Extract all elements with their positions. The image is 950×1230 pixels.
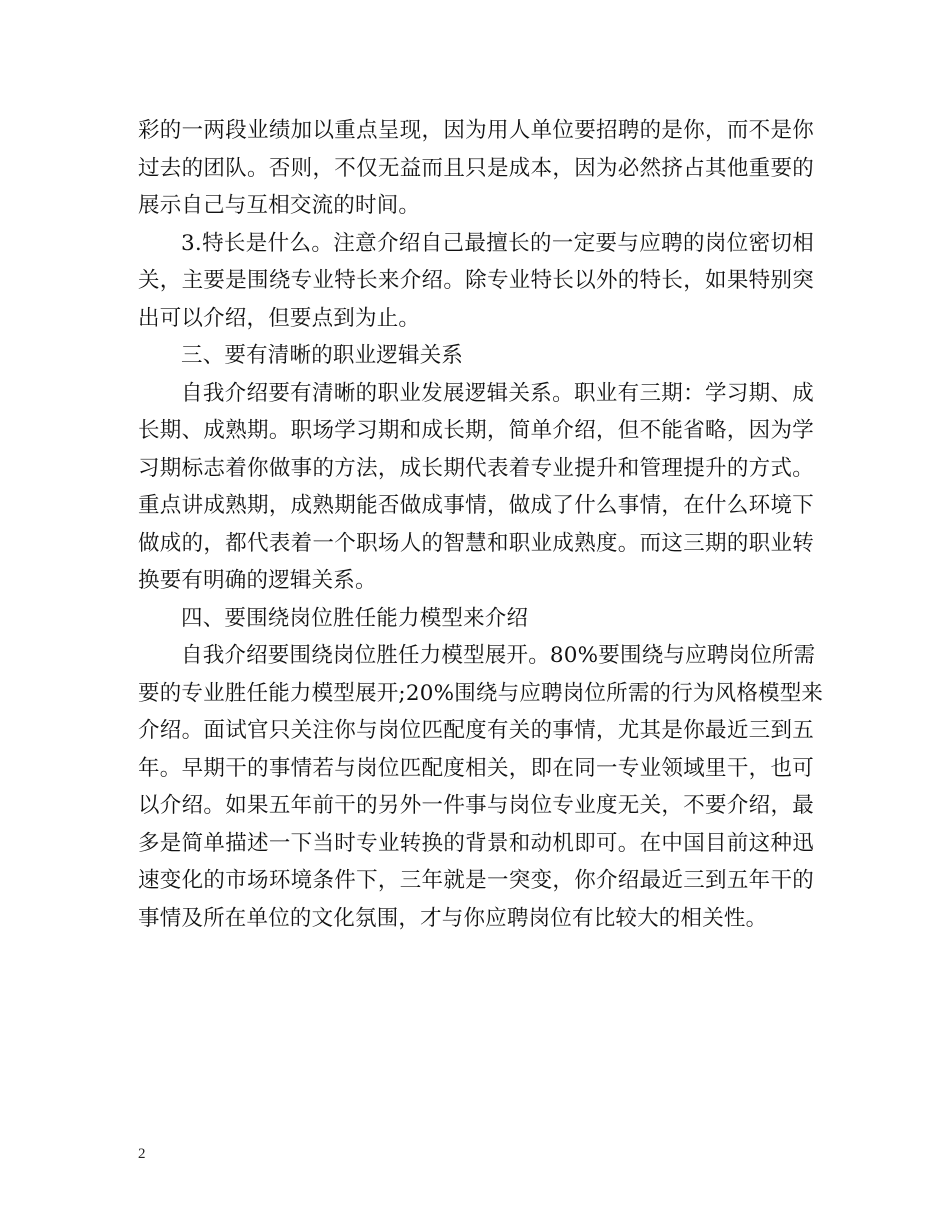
text-line: 出可以介绍，但要点到为止。 — [138, 305, 421, 331]
document-body — [138, 112, 824, 937]
text-line: 以介绍。如果五年前干的另外一件事与岗位专业度无关，不要介绍，最 — [138, 793, 814, 818]
text-line: 年。早期干的事情若与岗位匹配度相关，即在同一专业领域里干，也可 — [138, 755, 814, 781]
text-line: 彩的一两段业绩加以重点呈现，因为用人单位要招聘的是你，而不是你 — [138, 118, 814, 143]
heading-text: 三、要有清晰的职业逻辑关系 — [181, 343, 464, 368]
text-line: 重点讲成熟期，成熟期能否做成事情，做成了什么事情，在什么环境下 — [138, 493, 814, 518]
section-heading-career-logic — [138, 337, 814, 375]
text-line: 自我介绍要有清晰的职业发展逻辑关系。职业有三期：学习期、成 — [181, 380, 814, 406]
text-line: 展示自己与互相交流的时间。 — [138, 193, 421, 218]
section-heading-competency-model — [138, 600, 814, 638]
text-line: 多是简单描述一下当时专业转换的背景和动机即可。在中国目前这种迅 — [138, 830, 814, 856]
text-line: 过去的团队。否则，不仅无益而且只是成本，因为必然挤占其他重要的 — [138, 155, 814, 181]
text-line: 自我介绍要围绕岗位胜任力模型展开。80%要围绕与应聘岗位所需 — [181, 643, 816, 668]
text-line: 习期标志着你做事的方法，成长期代表着专业提升和管理提升的方式。 — [138, 455, 814, 481]
paragraph-achievements-continued — [138, 112, 814, 225]
text-line: 3.特长是什么。注意介绍自己最擅长的一定要与应聘的岗位密切相 — [181, 230, 814, 256]
page-number: 2 — [138, 1146, 146, 1162]
text-line: 长期、成熟期。职场学习期和成长期，简单介绍，但不能省略，因为学 — [138, 418, 814, 443]
text-line: 事情及所在单位的文化氛围，才与你应聘岗位有比较大的相关性。 — [138, 905, 768, 931]
text-line: 速变化的市场环境条件下，三年就是一突变，你介绍最近三到五年干的 — [138, 868, 814, 893]
paragraph-competency-model — [138, 637, 824, 937]
text-line: 要的专业胜任能力模型展开;20%围绕与应聘岗位所需的行为风格模型来 — [138, 680, 824, 706]
paragraph-career-logic — [138, 375, 814, 600]
text-line: 做成的，都代表着一个职场人的智慧和职业成熟度。而这三期的职业转 — [138, 530, 814, 556]
text-line: 换要有明确的逻辑关系。 — [138, 568, 377, 593]
text-line: 介绍。面试官只关注你与岗位匹配度有关的事情，尤其是你最近三到五 — [138, 718, 814, 743]
paragraph-specialty — [138, 225, 814, 338]
heading-text: 四、要围绕岗位胜任能力模型来介绍 — [181, 605, 529, 631]
text-line: 关，主要是围绕专业特长来介绍。除专业特长以外的特长，如果特别突 — [138, 268, 814, 293]
